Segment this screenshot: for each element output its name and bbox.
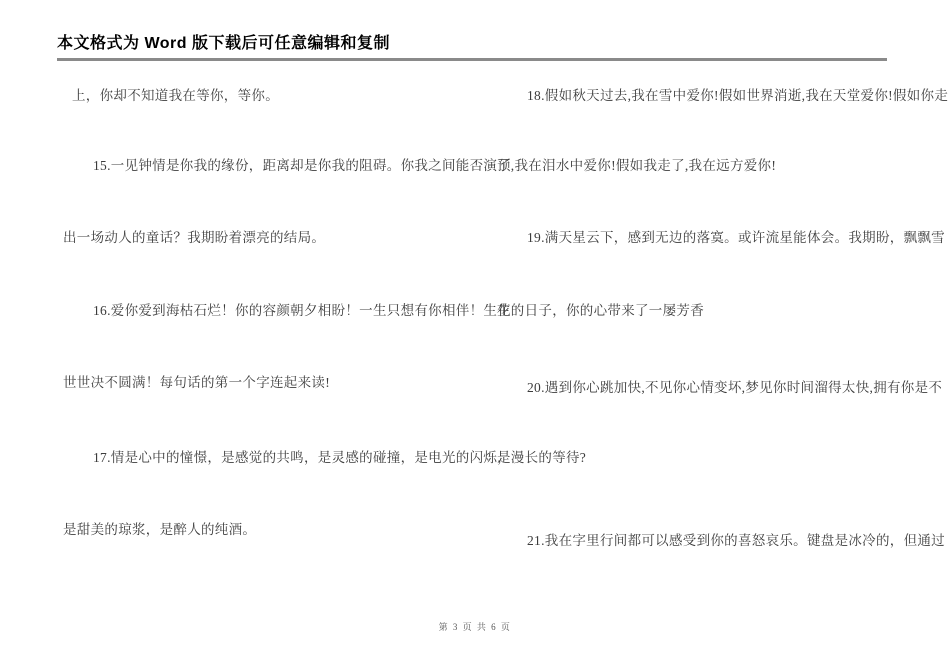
page-header [57, 30, 887, 61]
text-line: 21.我在字里行间都可以感受到你的喜怒哀乐。键盘是冰冷的，但通过 [527, 533, 945, 548]
text-line: 世世决不圆满！每句话的第一个字连起来读! [63, 375, 330, 390]
header-title: 本文格式为 Word 版下载后可任意编辑和复制 [57, 35, 390, 52]
text-line: 花的日子，你的心带来了一屡芳香 [497, 303, 704, 318]
text-line: 出一场动人的童话？我期盼着漂亮的结局。 [63, 230, 326, 245]
text-line: 是漫长的等待? [497, 450, 587, 465]
text-line: 上，你却不知道我在等你，等你。 [72, 88, 279, 103]
text-line: 是甜美的琼浆，是醉人的纯酒。 [63, 522, 257, 537]
text-line: 19.满天星云下，感到无边的落寞。或许流星能体会。我期盼，飘飘雪 [527, 230, 945, 245]
text-line: 16.爱你爱到海枯石烂！你的容颜朝夕相盼！一生只想有你相伴！生生 [93, 303, 511, 318]
header-rule [57, 58, 887, 61]
text-line: 17.情是心中的憧憬，是感觉的共鸣，是灵感的碰撞，是电光的闪烁， [93, 450, 511, 465]
text-line: 15.一见钟情是你我的缘份，距离却是你我的阻碍。你我之间能否演预 [93, 158, 511, 173]
page-footer [0, 617, 950, 635]
page-number: 第 3 页 共 6 页 [438, 622, 512, 632]
text-line: 20.遇到你心跳加快,不见你心情变坏,梦见你时间溜得太快,拥有你是不 [527, 380, 943, 395]
text-line: 了,我在泪水中爱你!假如我走了,我在远方爱你! [497, 158, 777, 173]
text-line: 18.假如秋天过去,我在雪中爱你!假如世界消逝,我在天堂爱你!假如你走 [527, 88, 949, 103]
